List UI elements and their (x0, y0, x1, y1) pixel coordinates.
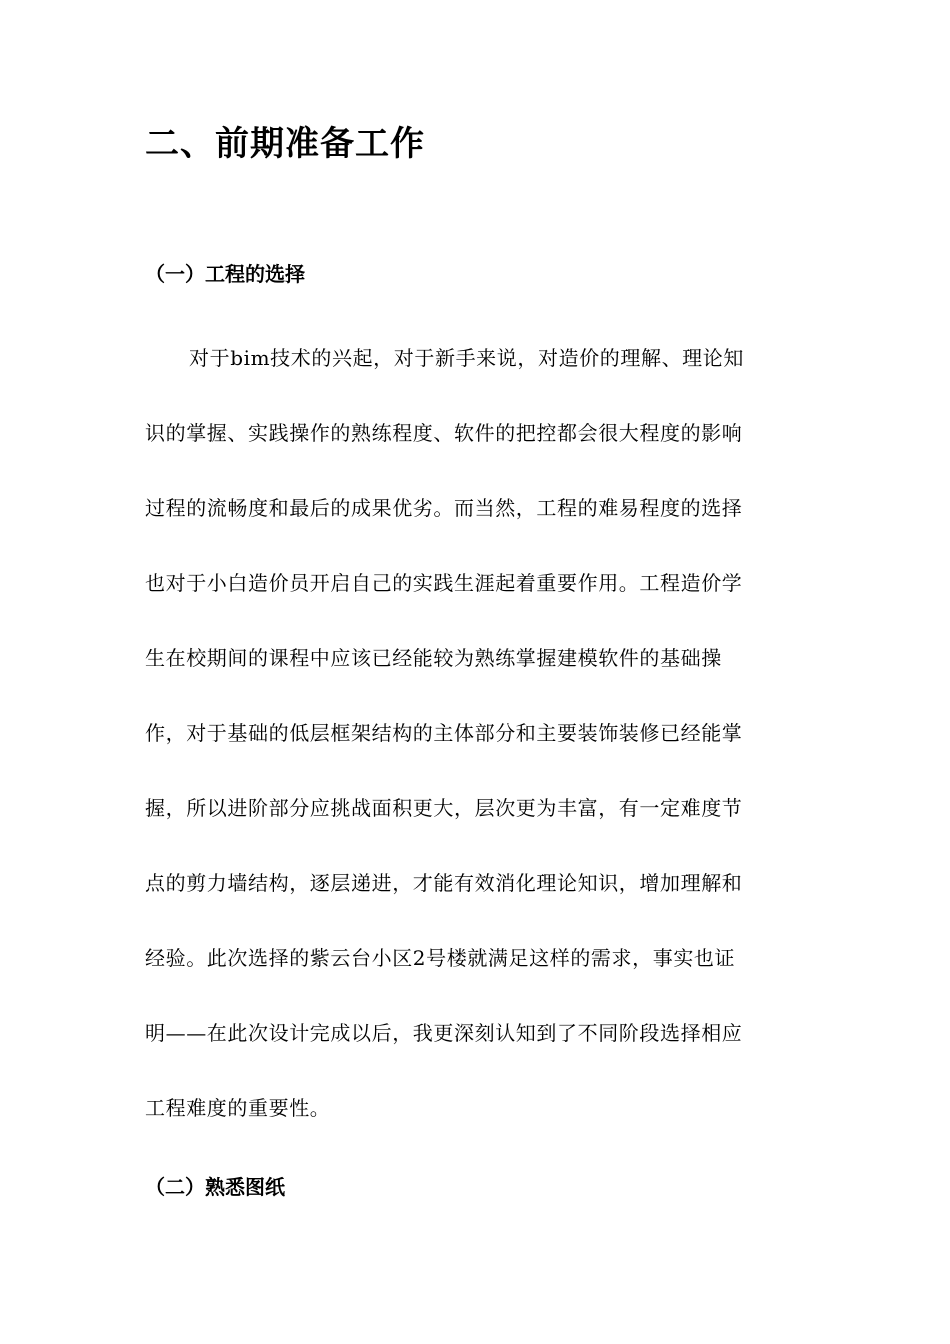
paragraph-line: 工程难度的重要性。 (145, 1096, 331, 1120)
chapter-title: 二、前期准备工作 (145, 124, 425, 164)
paragraph-line: 也对于小白造价员开启自己的实践生涯起着重要作用。工程造价学 (145, 571, 743, 595)
paragraph-line: 作，对于基础的低层框架结构的主体部分和主要装饰装修已经能掌 (145, 721, 743, 745)
paragraph-line: 识的掌握、实践操作的熟练程度、软件的把控都会很大程度的影响 (145, 421, 743, 445)
paragraph-line: 对于bim技术的兴起，对于新手来说，对造价的理解、理论知 (189, 346, 744, 370)
paragraph-line: 握，所以进阶部分应挑战面积更大，层次更为丰富，有一定难度节 (145, 796, 743, 820)
paragraph-line: 点的剪力墙结构，逐层递进，才能有效消化理论知识，增加理解和 (145, 871, 743, 895)
paragraph-line: 过程的流畅度和最后的成果优劣。而当然，工程的难易程度的选择 (145, 496, 743, 520)
section-heading-drawings: （二）熟悉图纸 (145, 1175, 285, 1199)
body-paragraph (145, 340, 805, 1165)
section-heading-project-selection: （一）工程的选择 (145, 262, 305, 286)
paragraph-line: 经验。此次选择的紫云台小区2号楼就满足这样的需求，事实也证 (145, 946, 736, 970)
paragraph-line: 明——在此次设计完成以后，我更深刻认知到了不同阶段选择相应 (145, 1021, 743, 1045)
paragraph-line: 生在校期间的课程中应该已经能较为熟练掌握建模软件的基础操 (145, 646, 722, 670)
